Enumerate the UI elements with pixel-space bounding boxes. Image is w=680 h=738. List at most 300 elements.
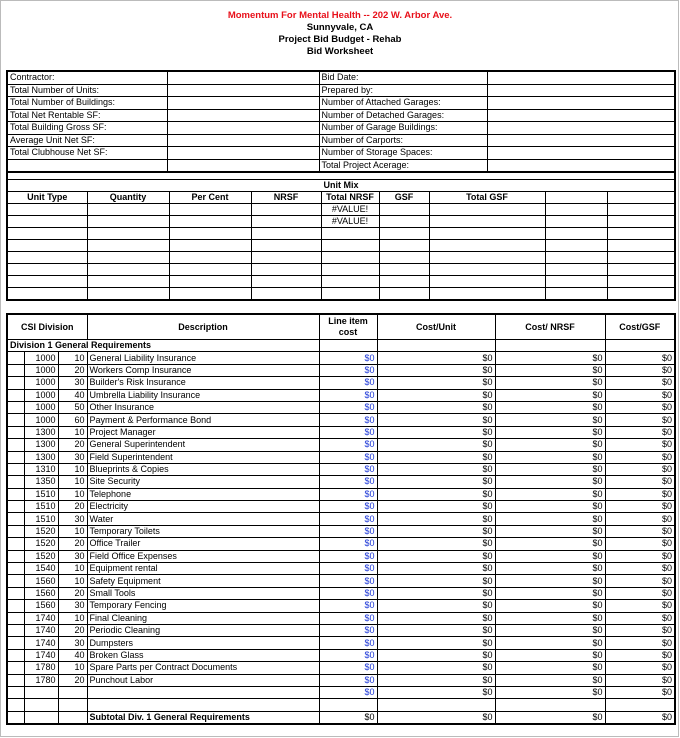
cost-per-unit: $0	[377, 364, 495, 376]
info-value-right[interactable]	[487, 122, 675, 135]
unit-mix-cell[interactable]	[87, 288, 169, 301]
cost-per-gsf: $0	[605, 476, 675, 488]
table-row	[7, 637, 675, 649]
location: Sunnyvale, CA	[306, 22, 374, 33]
cost-per-nrsf: $0	[495, 401, 605, 413]
unit-mix-row	[7, 264, 675, 276]
unit-mix-cell[interactable]	[545, 216, 607, 228]
unit-mix-cell[interactable]	[429, 264, 545, 276]
info-row	[7, 122, 675, 135]
org-title: Momentum For Mental Health -- 202 W. Arbor Ave.	[227, 10, 453, 21]
cost-per-nrsf: $0	[495, 538, 605, 550]
csi-code: 1000	[24, 352, 58, 364]
cost-per-unit: $0	[377, 538, 495, 550]
table-row	[7, 538, 675, 550]
unit-mix-cell[interactable]	[321, 228, 379, 240]
unit-mix-cell[interactable]	[7, 228, 87, 240]
csi-code: 1000	[24, 389, 58, 401]
line-item-cost[interactable]: $0	[319, 352, 377, 364]
info-label-right: Number of Attached Garages:	[319, 97, 487, 110]
unit-mix-cell[interactable]	[545, 264, 607, 276]
unit-mix-cell[interactable]	[7, 264, 87, 276]
cost-per-unit: $0	[377, 587, 495, 599]
cost-per-nrsf: $0	[495, 352, 605, 364]
csi-subcode: 40	[58, 389, 87, 401]
cost-gsf-header: Cost/GSF	[605, 314, 675, 340]
unit-mix-row	[7, 276, 675, 288]
line-item-cost[interactable]: $0	[319, 377, 377, 389]
description-header: Description	[87, 314, 319, 340]
cost-per-unit: $0	[377, 674, 495, 686]
line-item-cost[interactable]: $0	[319, 439, 377, 451]
cost-per-gsf: $0	[605, 550, 675, 562]
unit-mix-cell[interactable]	[607, 288, 675, 301]
unit-mix-cell[interactable]	[169, 288, 251, 301]
unit-mix-cell[interactable]	[169, 204, 251, 216]
unit-mix-cell[interactable]	[545, 288, 607, 301]
csi-code: 1520	[24, 538, 58, 550]
unit-mix-cell[interactable]	[251, 264, 321, 276]
info-label-left: Total Net Rentable SF:	[7, 109, 167, 122]
csi-subcode: 20	[58, 624, 87, 636]
unit-mix-cell[interactable]	[7, 240, 87, 252]
unit-mix-cell[interactable]	[321, 264, 379, 276]
cost-nrsf-header: Cost/ NRSF	[495, 314, 605, 340]
unit-mix-cell[interactable]	[7, 204, 87, 216]
info-value-left[interactable]	[167, 97, 319, 110]
unit-mix-cell[interactable]	[545, 252, 607, 264]
csi-subcode: 10	[58, 612, 87, 624]
csi-subcode: 10	[58, 476, 87, 488]
cost-per-unit: $0	[377, 389, 495, 401]
cost-per-unit: $0	[377, 525, 495, 537]
cost-per-gsf: $0	[605, 600, 675, 612]
csi-subcode: 30	[58, 600, 87, 612]
csi-subcode: 10	[58, 352, 87, 364]
cost-per-gsf: $0	[605, 488, 675, 500]
cost-per-gsf: $0	[605, 451, 675, 463]
cost-per-unit: $0	[377, 550, 495, 562]
line-item-cost[interactable]: $0	[319, 501, 377, 513]
unit-mix-cell[interactable]	[379, 228, 429, 240]
cost-per-gsf: $0	[605, 686, 675, 698]
cost-per-nrsf: $0	[495, 624, 605, 636]
csi-subcode: 50	[58, 401, 87, 413]
table-row	[7, 352, 675, 364]
subtotal-nrsf: $0	[495, 711, 605, 724]
cost-per-gsf: $0	[605, 674, 675, 686]
unit-mix-cell[interactable]	[87, 240, 169, 252]
unit-mix-cell[interactable]	[87, 216, 169, 228]
subtotal-unit: $0	[377, 711, 495, 724]
subtotal-row	[7, 711, 675, 724]
csi-subcode: 20	[58, 538, 87, 550]
unit-mix-cell[interactable]	[321, 240, 379, 252]
unit-mix-cell[interactable]	[429, 288, 545, 301]
info-label-left: Contractor:	[7, 71, 167, 84]
table-row	[7, 426, 675, 438]
unit-mix-cell[interactable]	[607, 228, 675, 240]
line-description: Temporary Toilets	[87, 525, 319, 537]
unit-mix-cell[interactable]	[7, 216, 87, 228]
csi-code: 1000	[24, 377, 58, 389]
unit-mix-cell[interactable]	[429, 240, 545, 252]
table-row	[7, 624, 675, 636]
info-label-right: Number of Carports:	[319, 134, 487, 147]
project-info-table	[6, 70, 676, 173]
info-value-right[interactable]	[487, 147, 675, 160]
cost-per-unit: $0	[377, 377, 495, 389]
cost-per-nrsf: $0	[495, 662, 605, 674]
info-label-left: Average Unit Net SF:	[7, 134, 167, 147]
cost-per-unit: $0	[377, 488, 495, 500]
line-description: Office Trailer	[87, 538, 319, 550]
line-item-cost[interactable]: $0	[319, 624, 377, 636]
csi-subcode: 20	[58, 587, 87, 599]
unit-mix-cell[interactable]	[169, 228, 251, 240]
line-description: Punchout Labor	[87, 674, 319, 686]
unit-mix-header: Unit Type	[7, 192, 87, 204]
line-item-cost[interactable]: $0	[319, 414, 377, 426]
line-item-cost[interactable]: $0	[319, 488, 377, 500]
cost-per-nrsf: $0	[495, 637, 605, 649]
unit-mix-row	[7, 216, 675, 228]
unit-mix-cell[interactable]	[7, 288, 87, 301]
info-label-left: Total Building Gross SF:	[7, 122, 167, 135]
cost-per-gsf: $0	[605, 525, 675, 537]
unit-mix-cell[interactable]	[87, 276, 169, 288]
info-label-right: Number of Garage Buildings:	[319, 122, 487, 135]
unit-mix-row	[7, 288, 675, 301]
info-row	[7, 147, 675, 160]
unit-mix-cell[interactable]	[429, 276, 545, 288]
unit-mix-cell[interactable]	[7, 252, 87, 264]
info-value-right[interactable]	[487, 134, 675, 147]
line-description: Temporary Fencing	[87, 600, 319, 612]
unit-mix-cell[interactable]	[169, 216, 251, 228]
spacer-row	[7, 172, 675, 180]
cost-per-unit: $0	[377, 439, 495, 451]
cost-per-gsf: $0	[605, 352, 675, 364]
info-row	[7, 84, 675, 97]
cost-per-nrsf: $0	[495, 389, 605, 401]
info-value-right[interactable]	[487, 109, 675, 122]
unit-mix-row	[7, 228, 675, 240]
line-description: Broken Glass	[87, 649, 319, 661]
unit-mix-cell[interactable]	[169, 264, 251, 276]
cost-per-gsf: $0	[605, 463, 675, 475]
cost-per-gsf: $0	[605, 364, 675, 376]
line-description: Field Superintendent	[87, 451, 319, 463]
info-label-left: Total Number of Buildings:	[7, 97, 167, 110]
unit-mix-header: Quantity	[87, 192, 169, 204]
info-label-right: Number of Detached Garages:	[319, 109, 487, 122]
cost-per-unit: $0	[377, 686, 495, 698]
line-item-cost[interactable]: $0	[319, 463, 377, 475]
line-description: Site Security	[87, 476, 319, 488]
cost-per-gsf: $0	[605, 649, 675, 661]
cost-per-nrsf: $0	[495, 550, 605, 562]
csi-code: 1300	[24, 439, 58, 451]
csi-code: 1740	[24, 649, 58, 661]
info-value-left[interactable]	[167, 84, 319, 97]
table-row	[7, 451, 675, 463]
csi-subcode: 30	[58, 513, 87, 525]
unit-mix-cell[interactable]	[251, 204, 321, 216]
unit-mix-cell[interactable]	[321, 276, 379, 288]
cost-per-unit: $0	[377, 476, 495, 488]
csi-division-header: CSI Division	[7, 314, 87, 340]
info-row	[7, 134, 675, 147]
cost-per-unit: $0	[377, 563, 495, 575]
line-item-cost[interactable]: $0	[319, 389, 377, 401]
table-row	[7, 463, 675, 475]
info-label-left: Total Number of Units:	[7, 84, 167, 97]
total-nrsf-cell[interactable]: #VALUE!	[321, 204, 379, 216]
line-item-cost[interactable]: $0	[319, 649, 377, 661]
unit-mix-cell[interactable]	[87, 204, 169, 216]
cost-per-nrsf: $0	[495, 513, 605, 525]
csi-code: 1560	[24, 587, 58, 599]
unit-mix-title: Unit Mix	[7, 180, 675, 192]
line-item-cost[interactable]: $0	[319, 600, 377, 612]
csi-subcode: 40	[58, 649, 87, 661]
cost-per-gsf: $0	[605, 401, 675, 413]
csi-subcode	[58, 686, 87, 698]
line-item-cost[interactable]: $0	[319, 451, 377, 463]
unit-mix-cell[interactable]	[545, 204, 607, 216]
csi-code: 1350	[24, 476, 58, 488]
unit-mix-cell[interactable]	[251, 216, 321, 228]
line-description: Final Cleaning	[87, 612, 319, 624]
table-row	[7, 600, 675, 612]
unit-mix-cell[interactable]	[545, 276, 607, 288]
csi-subcode: 20	[58, 439, 87, 451]
unit-mix-cell[interactable]	[429, 252, 545, 264]
csi-subcode: 20	[58, 501, 87, 513]
info-row	[7, 97, 675, 110]
division-title: Division 1 General Requirements	[7, 340, 319, 352]
info-value-left[interactable]	[167, 122, 319, 135]
unit-mix-cell[interactable]	[251, 228, 321, 240]
unit-mix-cell[interactable]	[429, 216, 545, 228]
unit-mix-cell[interactable]	[251, 276, 321, 288]
info-value-right[interactable]	[487, 97, 675, 110]
unit-mix-cell[interactable]	[607, 240, 675, 252]
table-row	[7, 488, 675, 500]
csi-code: 1780	[24, 674, 58, 686]
cost-per-unit: $0	[377, 575, 495, 587]
unit-mix-cell[interactable]	[87, 264, 169, 276]
unit-mix-cell[interactable]	[251, 240, 321, 252]
line-description: Water	[87, 513, 319, 525]
table-row	[7, 364, 675, 376]
line-item-cost[interactable]: $0	[319, 662, 377, 674]
cost-per-nrsf: $0	[495, 674, 605, 686]
unit-mix-cell[interactable]	[251, 288, 321, 301]
info-value-left[interactable]	[167, 147, 319, 160]
unit-mix-cell[interactable]	[607, 216, 675, 228]
table-row	[7, 575, 675, 587]
unit-mix-cell[interactable]	[607, 264, 675, 276]
csi-subcode: 10	[58, 575, 87, 587]
unit-mix-cell[interactable]	[607, 252, 675, 264]
cost-per-unit: $0	[377, 401, 495, 413]
line-description: Payment & Performance Bond	[87, 414, 319, 426]
line-item-cost[interactable]: $0	[319, 686, 377, 698]
info-value-left[interactable]	[167, 134, 319, 147]
cost-per-nrsf: $0	[495, 575, 605, 587]
table-row	[7, 686, 675, 698]
csi-subcode: 60	[58, 414, 87, 426]
unit-mix-cell[interactable]	[429, 228, 545, 240]
line-item-cost[interactable]: $0	[319, 563, 377, 575]
csi-code: 1510	[24, 501, 58, 513]
unit-mix-header: Total NRSF	[321, 192, 379, 204]
cost-per-nrsf: $0	[495, 525, 605, 537]
cost-per-gsf: $0	[605, 389, 675, 401]
unit-mix-header: Total GSF	[429, 192, 545, 204]
csi-code: 1310	[24, 463, 58, 475]
line-item-cost[interactable]: $0	[319, 674, 377, 686]
line-item-cost[interactable]: $0	[319, 538, 377, 550]
cost-per-nrsf: $0	[495, 563, 605, 575]
cost-per-gsf: $0	[605, 587, 675, 599]
line-item-cost[interactable]: $0	[319, 637, 377, 649]
cost-per-gsf: $0	[605, 426, 675, 438]
cost-per-nrsf: $0	[495, 686, 605, 698]
cost-per-nrsf: $0	[495, 612, 605, 624]
unit-mix-cell[interactable]	[379, 276, 429, 288]
line-item-cost[interactable]: $0	[319, 426, 377, 438]
line-description: Small Tools	[87, 587, 319, 599]
line-description: Telephone	[87, 488, 319, 500]
cost-per-nrsf: $0	[495, 463, 605, 475]
line-item-cost[interactable]: $0	[319, 550, 377, 562]
unit-mix-cell[interactable]	[251, 252, 321, 264]
unit-mix-cell[interactable]	[87, 252, 169, 264]
csi-code: 1740	[24, 624, 58, 636]
csi-subcode: 30	[58, 637, 87, 649]
unit-mix-cell[interactable]	[607, 276, 675, 288]
cost-per-nrsf: $0	[495, 414, 605, 426]
line-description: Safety Equipment	[87, 575, 319, 587]
info-value-right[interactable]	[487, 71, 675, 84]
csi-code: 1000	[24, 364, 58, 376]
cost-per-gsf: $0	[605, 662, 675, 674]
unit-mix-cell[interactable]	[169, 240, 251, 252]
csi-code: 1000	[24, 414, 58, 426]
unit-mix-cell[interactable]	[169, 276, 251, 288]
unit-mix-cell[interactable]	[87, 228, 169, 240]
cost-per-unit: $0	[377, 463, 495, 475]
cost-per-nrsf: $0	[495, 451, 605, 463]
cost-per-unit: $0	[377, 649, 495, 661]
info-value-left[interactable]	[167, 109, 319, 122]
cost-per-unit: $0	[377, 426, 495, 438]
info-value-left[interactable]	[167, 71, 319, 84]
cost-unit-header: Cost/Unit	[377, 314, 495, 340]
unit-mix-cell[interactable]	[379, 252, 429, 264]
table-row	[7, 513, 675, 525]
unit-mix-cell[interactable]	[379, 288, 429, 301]
unit-mix-cell[interactable]	[607, 204, 675, 216]
line-description: Project Manager	[87, 426, 319, 438]
table-row	[7, 389, 675, 401]
info-label-left: Total Clubhouse Net SF:	[7, 147, 167, 160]
cost-per-gsf: $0	[605, 501, 675, 513]
table-row	[7, 414, 675, 426]
table-row	[7, 401, 675, 413]
line-item-cost[interactable]: $0	[319, 513, 377, 525]
info-label-right: Total Project Acerage:	[319, 159, 487, 172]
unit-mix-row	[7, 240, 675, 252]
line-description: Workers Comp Insurance	[87, 364, 319, 376]
cost-per-unit: $0	[377, 414, 495, 426]
info-value-right[interactable]	[487, 84, 675, 97]
csi-subcode: 10	[58, 662, 87, 674]
project-title: Project Bid Budget - Rehab	[278, 34, 402, 45]
csi-code: 1510	[24, 488, 58, 500]
unit-mix-header: GSF	[379, 192, 429, 204]
unit-mix-cell[interactable]	[379, 240, 429, 252]
cost-per-unit: $0	[377, 352, 495, 364]
cost-per-gsf: $0	[605, 637, 675, 649]
total-nrsf-cell[interactable]: #VALUE!	[321, 216, 379, 228]
table-row	[7, 525, 675, 537]
info-row	[7, 109, 675, 122]
unit-mix-cell[interactable]	[169, 252, 251, 264]
worksheet-title: Bid Worksheet	[306, 46, 374, 57]
csi-code: 1520	[24, 525, 58, 537]
table-row	[7, 439, 675, 451]
unit-mix-cell[interactable]	[379, 204, 429, 216]
line-item-cost[interactable]: $0	[319, 587, 377, 599]
csi-code: 1540	[24, 563, 58, 575]
unit-mix-cell[interactable]	[321, 288, 379, 301]
line-item-cost[interactable]: $0	[319, 401, 377, 413]
csi-code: 1740	[24, 612, 58, 624]
line-item-cost[interactable]: $0	[319, 476, 377, 488]
unit-mix-cell[interactable]	[321, 252, 379, 264]
line-item-cost[interactable]: $0	[319, 525, 377, 537]
table-row	[7, 377, 675, 389]
unit-mix-cell[interactable]	[379, 216, 429, 228]
csi-subcode: 20	[58, 674, 87, 686]
info-label-right: Bid Date:	[319, 71, 487, 84]
line-item-cost[interactable]: $0	[319, 612, 377, 624]
csi-code: 1560	[24, 600, 58, 612]
line-description: Spare Parts per Contract Documents	[87, 662, 319, 674]
line-item-cost[interactable]: $0	[319, 364, 377, 376]
unit-mix-cell[interactable]	[545, 228, 607, 240]
line-description: Periodic Cleaning	[87, 624, 319, 636]
csi-code: 1510	[24, 513, 58, 525]
table-row	[7, 674, 675, 686]
unit-mix-row	[7, 252, 675, 264]
table-row	[7, 612, 675, 624]
line-item-cost[interactable]: $0	[319, 575, 377, 587]
cost-per-nrsf: $0	[495, 649, 605, 661]
csi-subcode: 30	[58, 451, 87, 463]
unit-mix-cell[interactable]	[545, 240, 607, 252]
cost-per-gsf: $0	[605, 414, 675, 426]
cost-per-gsf: $0	[605, 563, 675, 575]
unit-mix-cell[interactable]	[7, 276, 87, 288]
unit-mix-cell[interactable]	[429, 204, 545, 216]
subtotal-line: $0	[319, 711, 377, 724]
unit-mix-cell[interactable]	[379, 264, 429, 276]
